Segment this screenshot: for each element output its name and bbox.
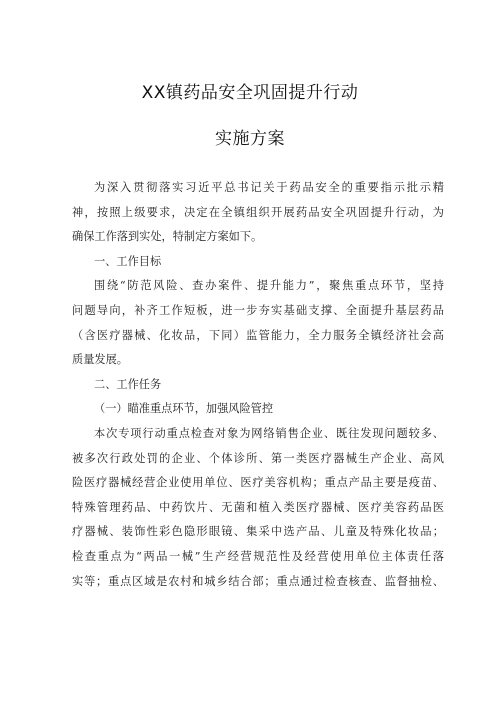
document-title: XX镇药品安全巩固提升行动 xyxy=(141,83,359,103)
text-line: 二、工作任务 xyxy=(94,377,162,391)
text-line: （含医疗器械、化妆品，下同）监管能力，全力服务全镇经济社会高 xyxy=(72,328,444,342)
text-line: 一、工作目标 xyxy=(94,254,162,268)
document-subtitle: 实施方案 xyxy=(215,129,285,149)
text-line: 质量发展。 xyxy=(72,353,128,367)
text-line: 确保工作落到实处，特制定方案如下。 xyxy=(72,230,263,244)
document-body xyxy=(72,176,444,594)
text-line: 问题导向，补齐工作短板，进一步夯实基础支撑、全面提升基层药品 xyxy=(72,303,444,317)
text-line: 被多次行政处罚的企业、个体诊所、第一类医疗器械生产企业、高风 xyxy=(72,451,444,465)
text-line: 检查重点为“两品一械”生产经营规范性及经营使用单位主体责任落 xyxy=(72,549,444,563)
text-line: 围绕“防范风险、查办案件、提升能力”，聚焦重点环节，坚持 xyxy=(94,279,444,293)
text-line: 实等；重点区域是农村和城乡结合部；重点通过检查核查、监督抽检、 xyxy=(72,574,444,588)
text-line: 神，按照上级要求，决定在全镇组织开展药品安全巩固提升行动，为 xyxy=(72,205,444,219)
text-line: 本次专项行动重点检查对象为网络销售企业、既往发现问题较多、 xyxy=(94,426,444,440)
text-line: 疗器械、装饰性彩色隐形眼镜、集采中选产品、儿童及特殊化妆品； xyxy=(72,525,444,539)
text-line: 特殊管理药品、中药饮片、无菌和植入类医疗器械、医疗美容药品医 xyxy=(72,500,444,514)
text-line: （一）瞄准重点环节，加强风险管控 xyxy=(94,402,274,416)
text-line: 险医疗器械经营企业使用单位、医疗美容机构；重点产品主要是疫苗、 xyxy=(72,476,444,490)
text-line: 为深入贯彻落实习近平总书记关于药品安全的重要指示批示精 xyxy=(94,181,444,194)
